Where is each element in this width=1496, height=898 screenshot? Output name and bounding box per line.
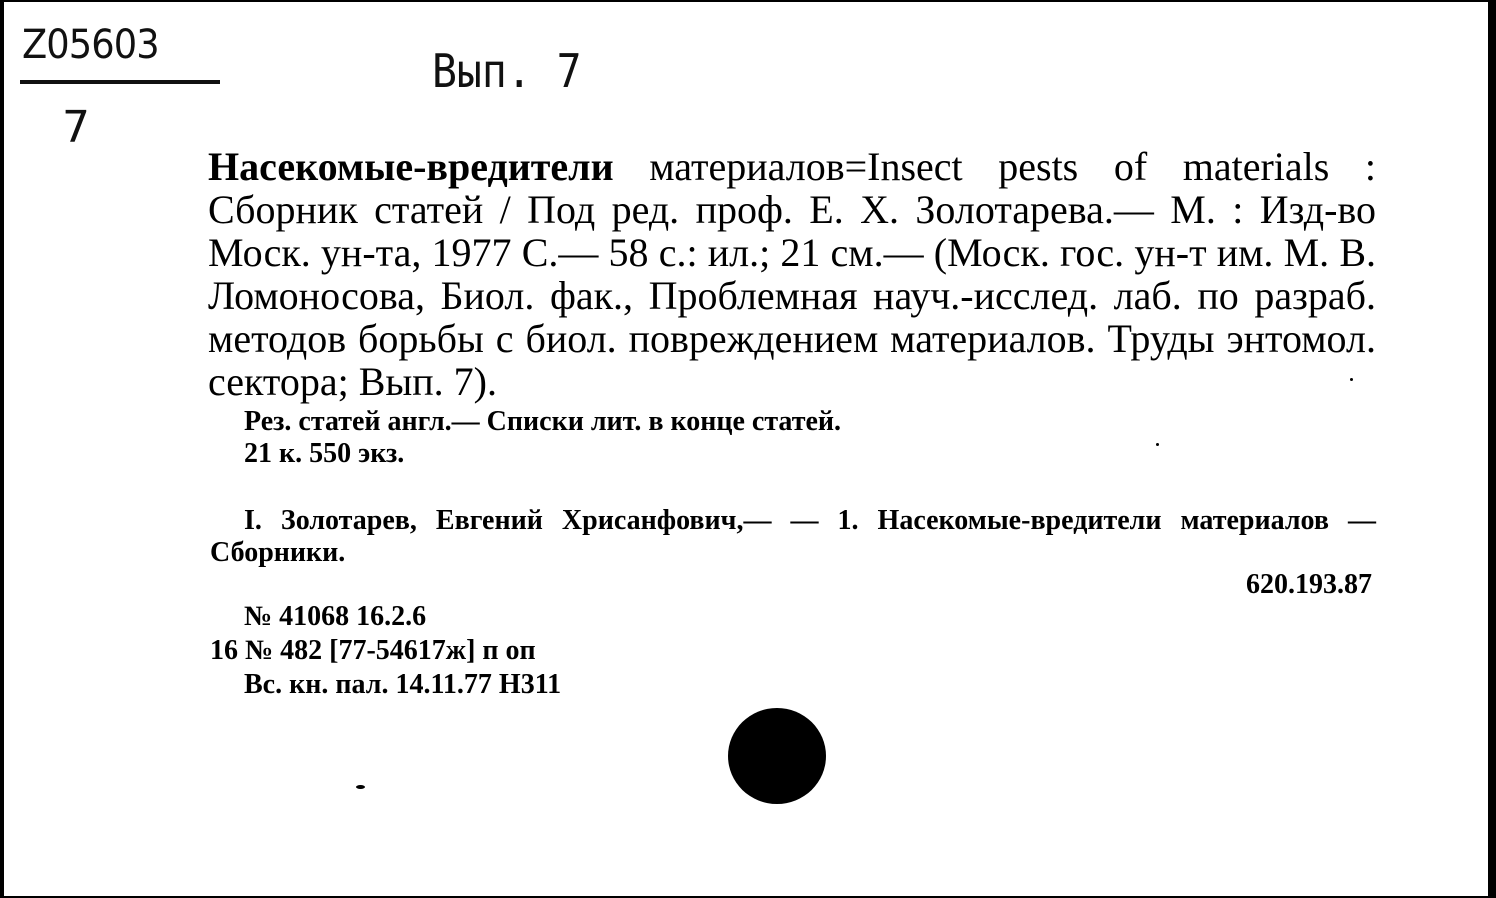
language-note: Рез. статей англ.— Списки лит. в конце статей. bbox=[244, 406, 842, 437]
registry-line-3: Вс. кн. пал. 14.11.77 Н311 bbox=[244, 669, 562, 700]
volume-label: Вып. 7 bbox=[432, 44, 582, 98]
catalog-card bbox=[4, 2, 1488, 896]
punch-hole bbox=[728, 708, 826, 804]
shelf-sub-number: 7 bbox=[62, 102, 90, 153]
registry-line-2: 16 № 482 [77-54617ж] п оп bbox=[210, 635, 536, 666]
ink-speck bbox=[356, 785, 365, 789]
registry-line-1: № 41068 16.2.6 bbox=[244, 601, 427, 632]
ink-speck bbox=[1350, 378, 1353, 381]
book-title: Насекомые-вредители bbox=[208, 144, 614, 189]
tracing-entries: I. Золотарев, Евгений Хрисанфович,— — 1. Насекомые-вредители материалов — Сборники. bbox=[210, 505, 1376, 568]
shelf-code: Z05603 bbox=[22, 22, 159, 68]
bibliographic-description bbox=[208, 145, 1376, 403]
ink-speck bbox=[1156, 443, 1159, 446]
udc-code: 620.193.87 bbox=[1246, 569, 1372, 600]
shelf-code-underline bbox=[20, 80, 220, 84]
description-body: материалов=Insect pests of materials : Сборник статей / Под ред. проф. Е. Х. Золотарева.— М. : Изд-во Моск. ун-та, 1977 С.— 58 с.: ил.; 21 см.— (Моск. гос. ун-т им. М. В. Ломоносова, Биол. фак., Проблемная науч.-исслед. лаб. по разраб. методов борьбы с биол. повреждением материалов. Труды энтомол. сектора; Вып. 7). bbox=[208, 144, 1377, 404]
price-run-note: 21 к. 550 экз. bbox=[244, 438, 405, 469]
